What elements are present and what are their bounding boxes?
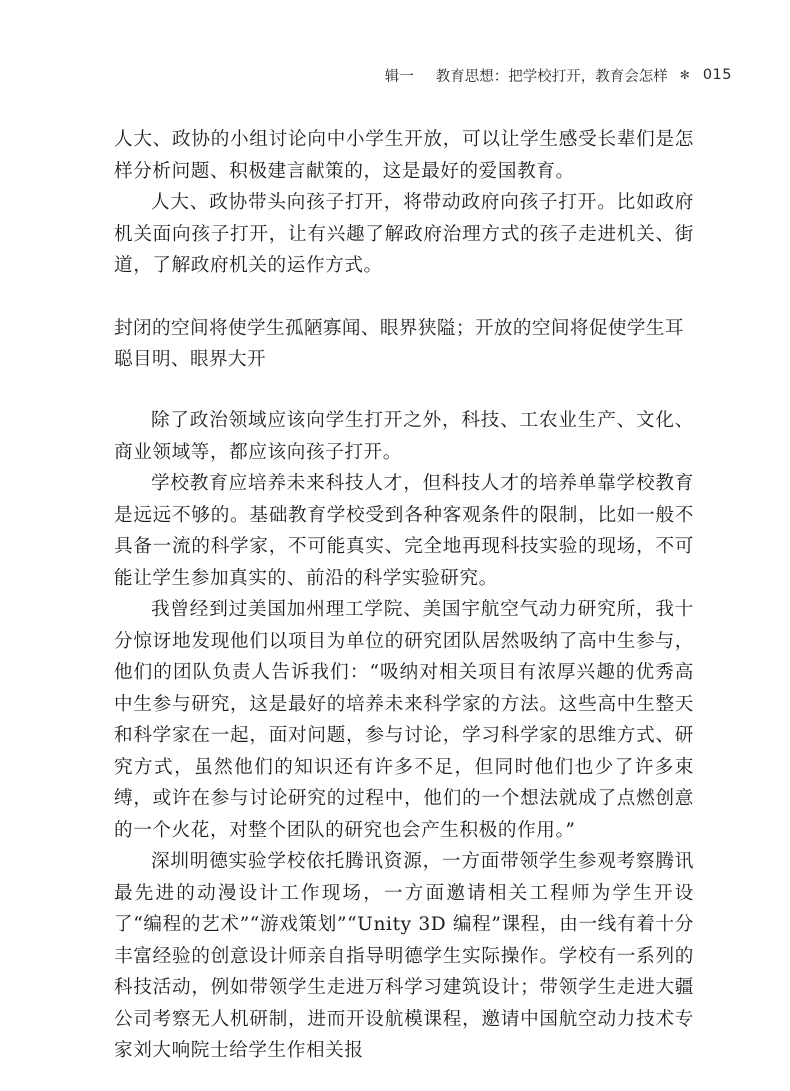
- running-head: [385, 64, 732, 86]
- running-title: 教育思想：把学校打开，教育会怎样: [435, 68, 668, 85]
- paragraph-continued: 人大、政协的小组讨论向中小学生开放，可以让学生感受长辈们是怎样分析问题、积极建言献策的，这是最好的爱国教育。: [114, 129, 694, 182]
- paragraph: 人大、政协带头向孩子打开，将带动政府向孩子打开。比如政府机关面向孩子打开，让有兴趣了解政府治理方式的孩子走进机关、街道，了解政府机关的运作方式。: [114, 192, 694, 276]
- paragraph: 深圳明德实验学校依托腾讯资源，一方面带领学生参观考察腾讯最先进的动漫设计工作现场，一方面邀请相关工程师为学生开设了“编程的艺术”“游戏策划”“Unity 3D 编程”课程，由一线有着十分丰富经验的创意设计师亲自指导明德学生实际操作。学校有一系列的科技活动，例如带领学生走进万科学习建筑设计；带领学生走进大疆公司考察无人机研制，进而开设航模课程，邀请中国航空动力技术专家刘大响院士给学生作相关报: [114, 851, 694, 1061]
- paragraph: 除了政治领域应该向学生打开之外，科技、工农业生产、文化、商业领域等，都应该向孩子打开。: [114, 410, 694, 463]
- paragraph: 学校教育应培养未来科技人才，但科技人才的培养单靠学校教育是远远不够的。基础教育学校受到各种客观条件的限制，比如一般不具备一流的科学家，不可能真实、完全地再现科技实验的现场，不可能让学生参加真实的、前沿的科学实验研究。: [114, 473, 694, 589]
- page-number: 015: [702, 67, 732, 83]
- chapter-label: 辑一: [384, 68, 414, 85]
- section-heading: 封闭的空间将使学生孤陋寡闻、眼界狭隘；开放的空间将促使学生耳聪目明、眼界大开: [114, 318, 684, 370]
- separator-glyph: ✻: [679, 68, 690, 82]
- top-paragraphs: [114, 124, 694, 282]
- paragraph: 我曾经到过美国加州理工学院、美国宇航空气动力研究所，我十分惊讶地发现他们以项目为单位的研究团队居然吸纳了高中生参与，他们的团队负责人告诉我们：“吸纳对相关项目有浓厚兴趣的优秀高中生参与研究，这是最好的培养未来科学家的方法。这些高中生整天和科学家在一起，面对问题，参与讨论，学习科学家的思维方式、研究方式，虽然他们的知识还有许多不足，但同时他们也少了许多束缚，或许在参与讨论研究的过程中，他们的一个想法就成了点燃创意的一个火花，对整个团队的研究也会产生积极的作用。”: [114, 599, 694, 841]
- body-paragraphs: [114, 405, 694, 1067]
